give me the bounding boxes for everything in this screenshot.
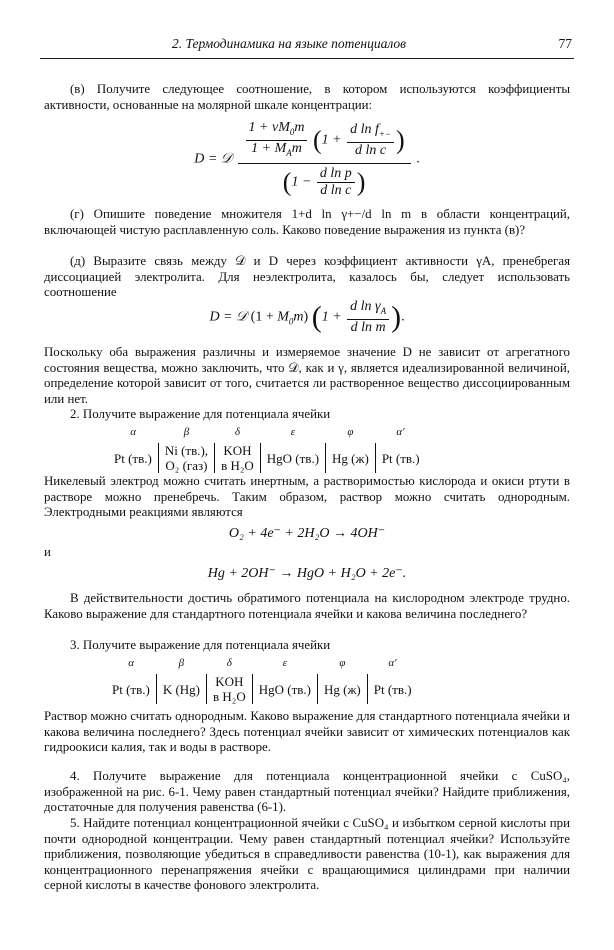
cell-phase-delta: KOH в H₂O <box>215 443 261 473</box>
phase-label: α′ <box>396 426 405 438</box>
phase-label: φ <box>347 426 354 438</box>
paragraph-d: (д) Выразите связь между 𝒟 и D через коэффициент активности γA, пренебрегая диссоциацией электролита. Для неэлектролита, казалось бы, следует использовать соотношение <box>44 254 570 300</box>
cell-phase-epsilon: HgO (тв.) <box>260 443 325 473</box>
paragraph-nickel: Никелевый электрод можно считать инертным, а растворимостью кислорода и окиси ртути в растворе можно пренебречь. Таким образом, раствор можно считать однородным. Электродными реакциями являются <box>44 474 570 520</box>
paragraph-actual: В действительности достичь обратимого потенциала на кислородном электроде трудно. Каково выражение для стандартного потенциала ячейки и какова величина последнего? <box>44 591 570 621</box>
phase-label: α′ <box>388 657 397 669</box>
cell-phase-phi: Hg (ж) <box>317 674 367 704</box>
cell-phase-alpha-prime: Pt (тв.) <box>373 682 412 697</box>
problem-2: 2. Получите выражение для потенциала ячейки <box>70 407 331 421</box>
paragraph-v: (в) Получите следующее соотношение, в котором используются коэффициенты активности, основанные на молярной шкале концентрации: <box>44 82 570 112</box>
phase-label: ε <box>290 426 296 438</box>
phase-label: β <box>178 657 185 669</box>
cell-scheme-1 <box>108 425 426 473</box>
phase-label: α <box>128 657 135 669</box>
cell-phase-alpha: Pt (тв.) <box>106 674 156 704</box>
cell-phase-alpha: Pt (тв.) <box>108 443 158 473</box>
problem-4: 4. Получите выражение для потенциала концентрационной ячейки с CuSO₄, изображенной на рис. 6-1. Чему равен стандартный потенциал ячейки? Найдите приближения, достаточные для получения равенства (6-1). <box>44 769 570 815</box>
formula-diffusion-molar: D = 𝒟 $\frac{1 + \nu M_0m}{1 + M_Am}$ (1 + $\frac{d \ln f_{+-}}{\text{d ln c}}$ ) (1 − $\frac{\text{d ln p}}{\text{d ln c}}$ ) . <box>194 120 420 198</box>
paragraph-solution: Раствор можно считать однородным. Каково выражение для стандартного потенциала ячейки и какова величина последнего? Здесь потенциал ячейки зависит от химических потенциалов как гидроокиси калия, так и воды в растворе. <box>44 709 570 755</box>
problem-5: 5. Найдите потенциал концентрационной ячейки с CuSO₄ и избытком серной кислоты при почти однородной концентрации. Чему равен стандартный потенциал ячейки? Используйте приближения, позволяющие убедиться в справедливости равенства (10-1), как выражения для концентрационного перенапряжения ячейки с вращающимися цилиндрами при наличии серной кислоты в качестве фонового электролита. <box>44 816 570 893</box>
equation-oxygen-electrode: O₂ + 4e⁻ + 2H₂O → 4OH⁻ <box>228 526 386 541</box>
cell-phase-beta: Ni (тв.), O₂ (газ) <box>158 443 214 473</box>
paragraph-since: Поскольку оба выражения различны и измеряемое значение D не зависит от агрегатного состояния вещества, можно заключить, что 𝒟, как и γ, является идеализированной величиной, определение которой зависит от того, считается ли растворенное вещество диссоциированным или нет. <box>44 345 570 406</box>
cell-phase-alpha-prime: Pt (тв.) <box>381 451 420 466</box>
running-title: 2. Термодинамика на языке потенциалов <box>172 36 406 51</box>
cell-scheme-2 <box>106 656 418 704</box>
cell-phase-epsilon: HgO (тв.) <box>252 674 317 704</box>
paragraph-g: (г) Опишите поведение множителя 1+d ln γ+−/d ln m в области концентраций, включающей чистую расплавленную соль. Каково поведение выражения из пункта (в)? <box>44 207 570 237</box>
header-rule <box>40 58 574 59</box>
phase-label: δ <box>234 426 240 438</box>
page-number: 77 <box>558 36 572 51</box>
cell-phase-phi: Hg (ж) <box>326 443 376 473</box>
phase-label: δ <box>226 657 232 669</box>
problem-3: 3. Получите выражение для потенциала ячейки <box>70 638 331 652</box>
formula-diffusion-nonelectrolyte: D = 𝒟 $(1 + M_0m)$ (1 + $\frac{d \ln \gamma_A}{\text{d ln m}}$ ). <box>209 299 405 335</box>
conjunction: и <box>44 545 51 559</box>
phase-label: α <box>130 426 137 438</box>
cell-phase-beta: K (Hg) <box>156 674 206 704</box>
phase-label: β <box>183 426 190 438</box>
equation-mercury-electrode: Hg + 2OH⁻ → HgO + H₂O + 2e⁻. <box>207 566 407 581</box>
cell-phase-delta: KOH в H₂O <box>207 674 253 704</box>
phase-label: ε <box>282 657 288 669</box>
phase-label: φ <box>339 657 346 669</box>
page-header <box>40 36 574 56</box>
